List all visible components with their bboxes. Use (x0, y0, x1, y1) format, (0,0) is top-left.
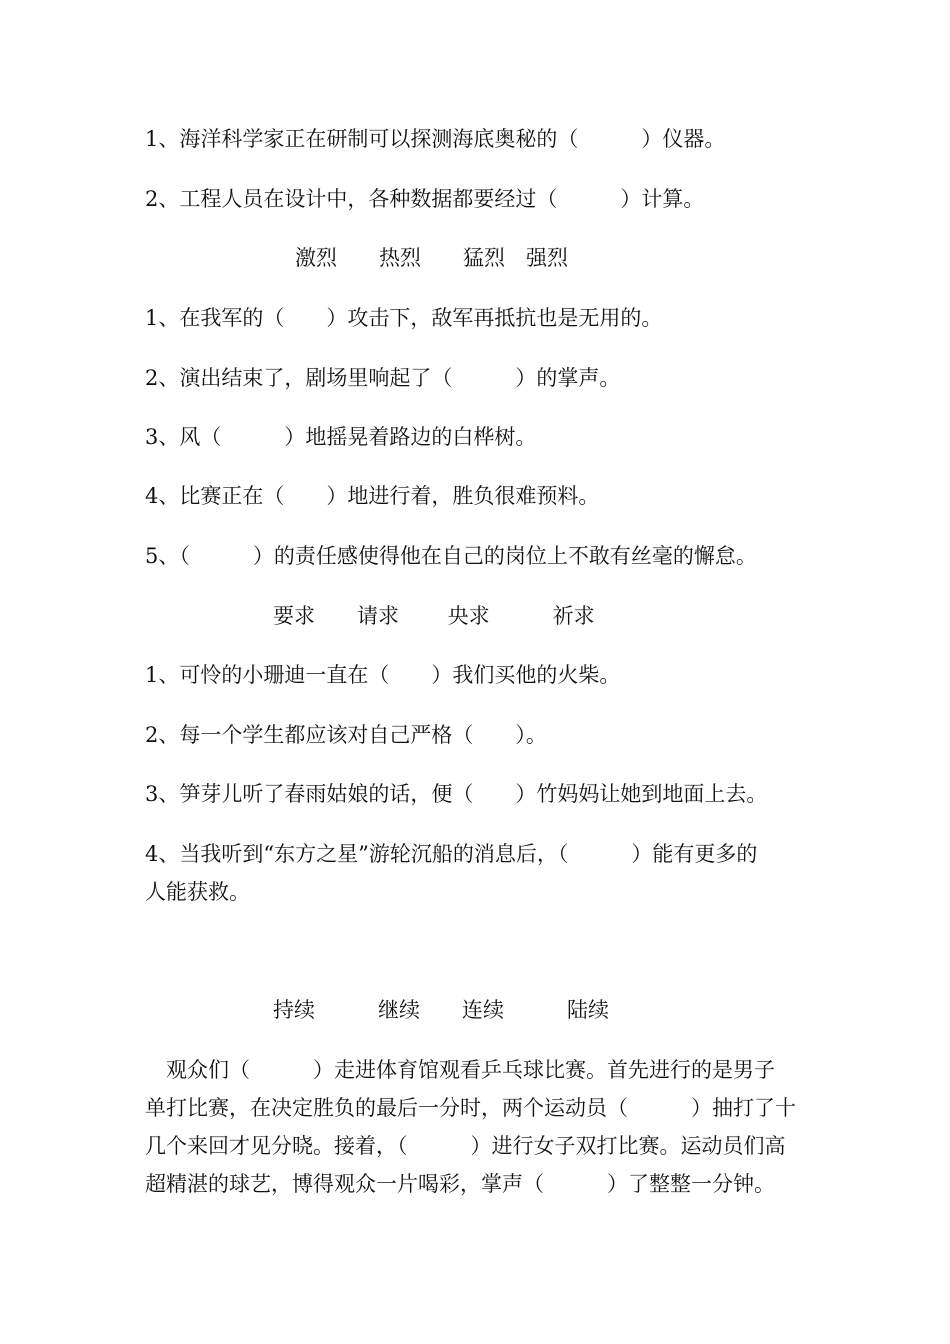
question-3-4-continued: 人能获救。 (145, 880, 250, 904)
question-3-4: 4、当我听到“东方之星”游轮沉船的消息后，（ ）能有更多的 (145, 842, 758, 866)
word-bank-2: 激烈 热烈 猛烈 强烈 (295, 246, 568, 270)
paragraph-line-2: 单打比赛，在决定胜负的最后一分时，两个运动员（ ）抽打了十 (145, 1096, 796, 1120)
question-2-4: 4、比赛正在（ ）地进行着，胜负很难预料。 (145, 484, 600, 508)
question-2-1: 1、在我军的（ ）攻击下，敌军再抵抗也是无用的。 (145, 306, 663, 330)
paragraph-line-3: 几个来回才见分晓。接着，（ ）进行女子双打比赛。运动员们高 (145, 1134, 786, 1158)
question-2-3: 3、风（ ）地摇晃着路边的白桦树。 (145, 425, 537, 449)
question-2-2: 2、演出结束了，剧场里响起了（ ）的掌声。 (145, 366, 621, 390)
question-2-5: 5、（ ）的责任感使得他在自己的岗位上不敢有丝毫的懈怠。 (145, 544, 757, 568)
question-1-1: 1、海洋科学家正在研制可以探测海底奥秘的（ ）仪器。 (145, 127, 726, 151)
word-bank-3: 要求 请求 央求 祈求 (273, 604, 595, 628)
word-bank-4: 持续 继续 连续 陆续 (273, 998, 609, 1022)
question-3-2: 2、每一个学生都应该对自己严格（ ）。 (145, 723, 547, 747)
paragraph-line-1: 观众们（ ）走进体育馆观看乒乓球比赛。首先进行的是男子 (145, 1058, 775, 1082)
paragraph-line-4: 超精湛的球艺，博得观众一片喝彩，掌声（ ）了整整一分钟。 (145, 1172, 775, 1196)
question-1-2: 2、工程人员在设计中，各种数据都要经过（ ）计算。 (145, 187, 705, 211)
question-3-3: 3、笋芽儿听了春雨姑娘的话，便（ ）竹妈妈让她到地面上去。 (145, 782, 768, 806)
question-3-1: 1、可怜的小珊迪一直在（ ）我们买他的火柴。 (145, 663, 621, 687)
